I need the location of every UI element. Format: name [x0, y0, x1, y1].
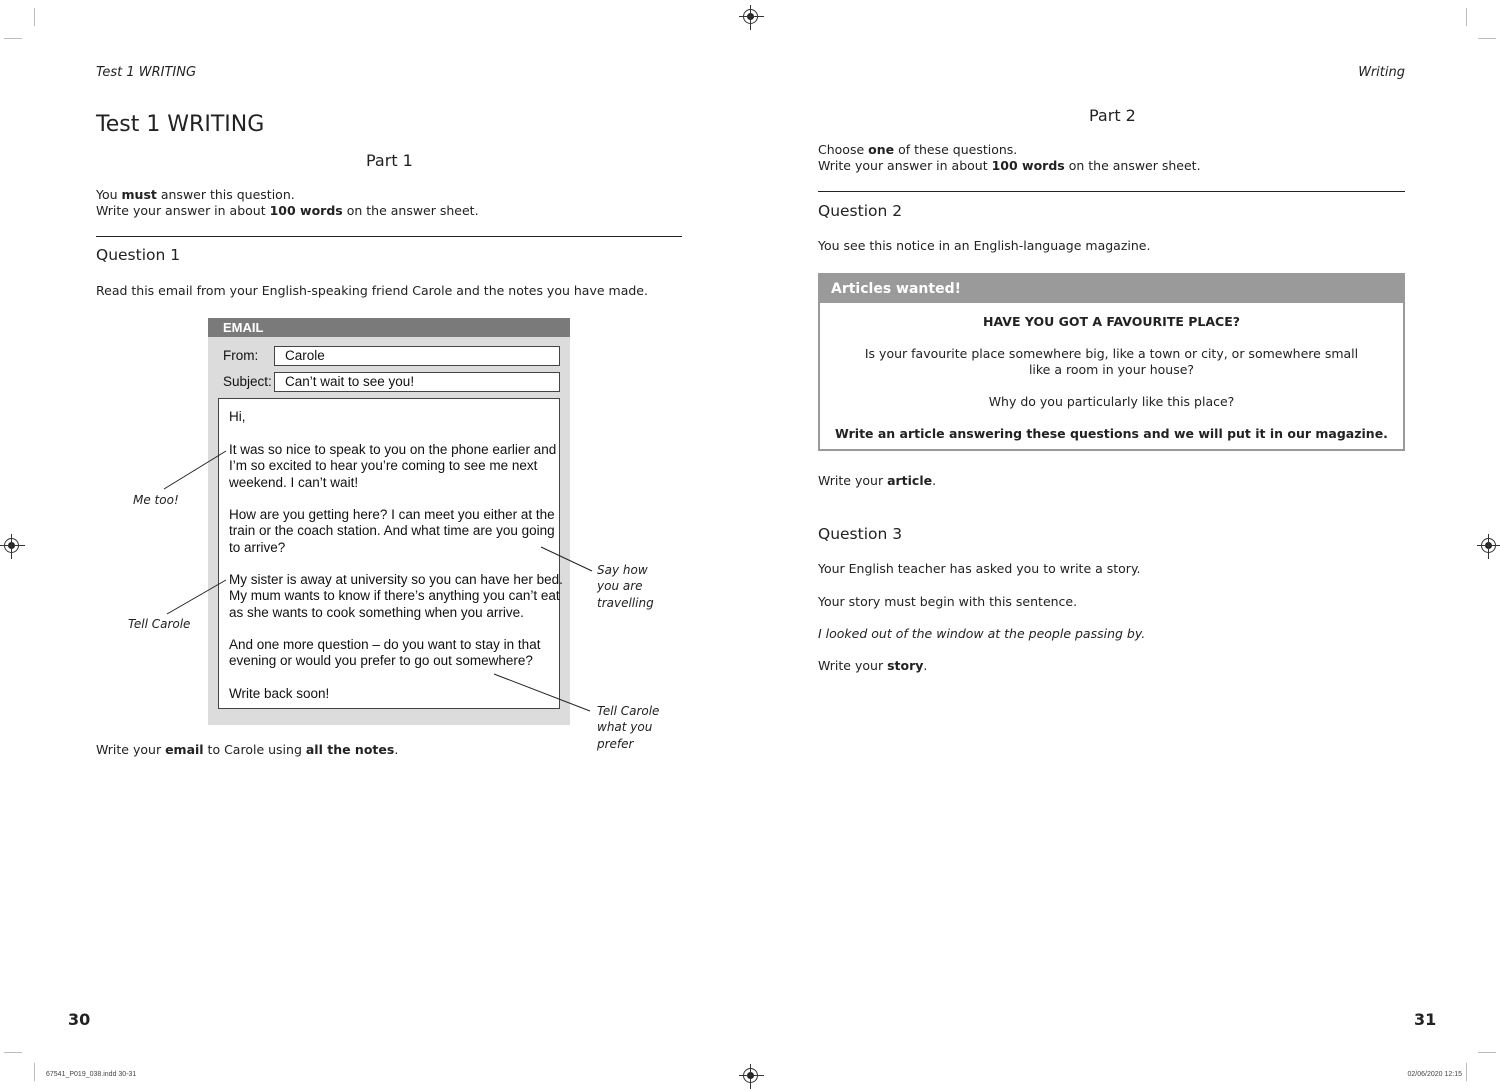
pointer-line — [164, 451, 226, 489]
notice-text: Is your favourite place somewhere big, like a town or city, or somewhere small — [864, 346, 1359, 361]
running-head-left: Test 1 WRITING — [96, 65, 197, 80]
notice-header: Articles wanted! — [820, 275, 1403, 303]
email-paragraph: And one more question – do you want to stay in that evening or would you prefer to go out somewhere? — [229, 637, 541, 669]
pointer-line — [494, 674, 590, 711]
question-heading: Question 1 — [96, 246, 181, 264]
notice-text: like a room in your house? — [1028, 362, 1195, 377]
question-heading: Question 2 — [818, 202, 903, 220]
email-header: EMAIL — [208, 318, 570, 337]
note-tell-carole: Tell Carole — [128, 617, 191, 631]
note-tell-prefer: Tell Carole what you prefer — [597, 704, 660, 751]
instruction-line: Choose one of these questions. — [818, 142, 1018, 157]
email-paragraph: Write back soon! — [229, 686, 330, 701]
running-head-right: Writing — [1358, 65, 1405, 80]
notice-heading: HAVE YOU GOT A FAVOURITE PLACE? — [983, 314, 1240, 329]
slug-date: 02/06/2020 12:15 — [1407, 1071, 1462, 1078]
task-instruction: Write your article. — [818, 473, 937, 488]
question-intro: Read this email from your English-speaking friend Carole and the notes you have made. — [96, 283, 648, 298]
notice-closing: Write an article answering these questions and we will put it in our magazine. — [835, 426, 1388, 441]
email-paragraph: It was so nice to speak to you on the phone earlier and I’m so excited to hear you’re coming to see me next weekend. I can’t wait! — [229, 442, 557, 490]
slug-file-info: 67541_P019_038.indd 30-31 — [46, 1071, 137, 1078]
page-number-left: 30 — [68, 1010, 91, 1029]
notice-text: Why do you particularly like this place? — [988, 394, 1235, 409]
page-number-right: 31 — [1414, 1010, 1437, 1029]
email-paragraph: Hi, — [229, 409, 246, 424]
subject-label: Subject: — [223, 374, 272, 389]
pointer-line — [541, 547, 592, 571]
note-say-how: Say how you are travelling — [597, 563, 654, 610]
instruction-line: You must answer this question. — [96, 187, 295, 202]
task-instruction: Write your story. — [818, 658, 928, 673]
divider — [818, 191, 1405, 192]
pointer-line — [167, 580, 226, 614]
question-intro: You see this notice in an English-language magazine. — [818, 238, 1151, 253]
subject-field: Can’t wait to see you! — [274, 372, 560, 392]
from-label: From: — [223, 348, 259, 363]
question-heading: Question 3 — [818, 525, 903, 543]
page-title: Test 1 WRITING — [96, 112, 265, 137]
notice-box — [818, 273, 1405, 451]
question-text: Your English teacher has asked you to write a story. — [818, 561, 1141, 576]
instruction-line: Write your answer in about 100 words on the answer sheet. — [96, 203, 479, 218]
instruction-line: Write your answer in about 100 words on the answer sheet. — [818, 158, 1201, 173]
part-heading: Part 2 — [1089, 106, 1136, 125]
email-paragraph: How are you getting here? I can meet you either at the train or the coach station. And what time are you going to arrive? — [229, 507, 555, 555]
story-opening-sentence: I looked out of the window at the people passing by. — [818, 626, 1146, 641]
task-instruction: Write your email to Carole using all the notes. — [96, 742, 399, 757]
part-heading: Part 1 — [366, 151, 413, 170]
from-field: Carole — [274, 346, 560, 366]
question-text: Your story must begin with this sentence. — [818, 594, 1078, 609]
email-paragraph: My sister is away at university so you can have her bed. My mum wants to know if there’s anything you can’t eat as she wants to cook something when you arrive. — [229, 572, 563, 620]
note-me-too: Me too! — [133, 493, 179, 507]
